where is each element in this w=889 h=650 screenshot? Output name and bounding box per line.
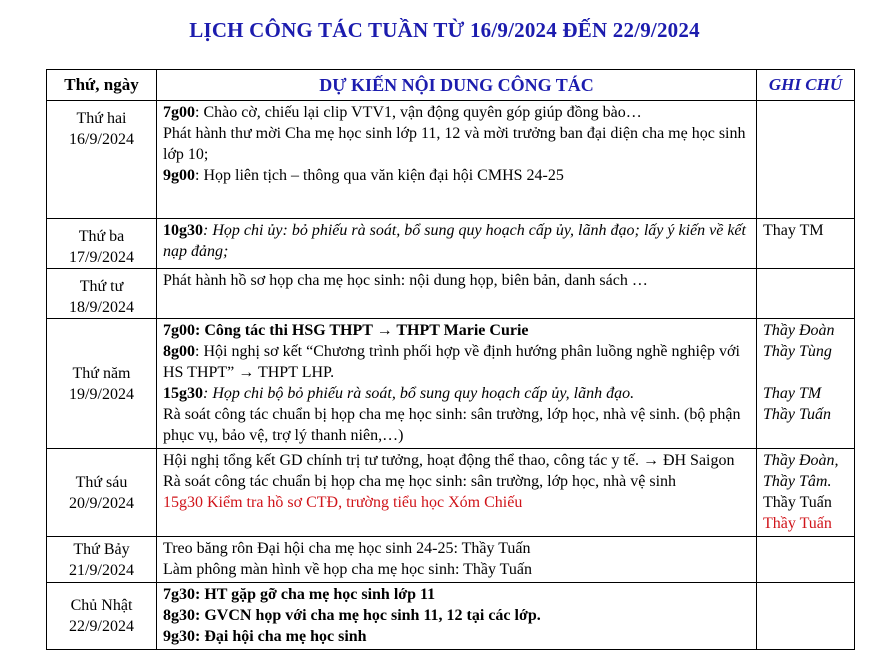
day-name: Chủ Nhật xyxy=(70,597,133,614)
header-day: Thứ, ngày xyxy=(47,70,157,101)
item-time: 7g00 xyxy=(163,322,195,339)
note-text: Thầy Tuấn xyxy=(763,515,832,532)
list-item xyxy=(163,220,751,262)
note-cell xyxy=(757,269,855,319)
day-cell xyxy=(47,319,157,449)
note-text: Thầy Tuấn xyxy=(763,494,832,511)
item-text: 8g30: GVCN họp với cha mẹ học sinh 11, 12 tại các lớp. xyxy=(163,607,541,624)
day-name: Thứ ba xyxy=(78,228,125,245)
day-cell xyxy=(47,219,157,269)
item-text: : Chào cờ, chiếu lại clip VTV1, vận động quyên góp giúp đồng bào… xyxy=(195,104,642,121)
list-item xyxy=(163,450,751,471)
list-item xyxy=(163,471,751,492)
day-cell xyxy=(47,449,157,537)
note-spacer xyxy=(763,362,850,383)
header-row xyxy=(47,70,855,101)
list-item xyxy=(163,383,751,404)
item-text: Hội nghị tổng kết GD chính trị tư tưởng, hoạt động thể thao, công tác y tế. → ĐH Saigon xyxy=(163,452,735,469)
list-item xyxy=(163,559,751,580)
item-time: 7g00 xyxy=(163,104,195,121)
content-cell xyxy=(157,101,757,219)
item-text: 7g30: HT gặp gỡ cha mẹ học sinh lớp 11 xyxy=(163,586,436,603)
note-text: Thầy Tùng xyxy=(763,343,832,360)
item-text: : Họp chi ủy: bỏ phiếu rà soát, bổ sung quy hoạch cấp ủy, lãnh đạo; lấy ý kiến về kết nạp đảng; xyxy=(163,222,746,260)
note-text: Thầy Tuấn xyxy=(763,406,832,423)
list-item xyxy=(163,538,751,559)
list-item xyxy=(163,584,751,605)
header-content: DỰ KIẾN NỘI DUNG CÔNG TÁC xyxy=(157,70,757,101)
list-item xyxy=(163,102,751,123)
day-date: 21/9/2024 xyxy=(69,562,134,579)
note-text: Thay TM xyxy=(763,385,822,402)
day-cell xyxy=(47,269,157,319)
item-text: : Họp liên tịch – thông qua văn kiện đại hội CMHS 24-25 xyxy=(195,167,564,184)
item-text: : Hội nghị sơ kết “Chương trình phối hợp về định hướng phân luồng nghề nghiệp với HS THPT” → THPT LHP. xyxy=(163,343,740,381)
header-note: GHI CHÚ xyxy=(757,70,855,101)
day-name: Thứ tư xyxy=(79,278,124,295)
list-item xyxy=(163,404,751,446)
note-cell xyxy=(757,583,855,650)
day-date: 19/9/2024 xyxy=(69,385,134,403)
item-time: 15g30 xyxy=(163,385,203,402)
item-text: : Công tác thi HSG THPT → THPT Marie Curie xyxy=(195,322,529,339)
day-name: Thứ Bảy xyxy=(73,541,130,558)
day-date: 20/9/2024 xyxy=(69,494,134,512)
content-cell xyxy=(157,219,757,269)
page-title: LỊCH CÔNG TÁC TUẦN TỪ 16/9/2024 ĐẾN 22/9/2024 xyxy=(189,18,700,42)
item-text: Phát hành hồ sơ họp cha mẹ học sinh: nội dung họp, biên bản, danh sách … xyxy=(163,272,648,289)
content-cell xyxy=(157,269,757,319)
content-cell xyxy=(157,319,757,449)
note-text: Thầy Đoàn, xyxy=(763,452,839,469)
list-item xyxy=(163,320,751,341)
item-text: 9g30: Đại hội cha mẹ học sinh xyxy=(163,628,367,645)
day-date: 22/9/2024 xyxy=(69,618,134,635)
day-name: Thứ sáu xyxy=(75,473,128,491)
content-cell xyxy=(157,537,757,583)
day-cell xyxy=(47,537,157,583)
item-text: Rà soát công tác chuẩn bị họp cha mẹ học sinh: sân trường, lớp học, nhà vệ sinh. (bộ phận phục vụ, bảo vệ, trợ lý thanh niên,…) xyxy=(163,406,741,444)
item-time: 8g00 xyxy=(163,343,195,360)
day-date: 16/9/2024 xyxy=(69,131,134,148)
list-item xyxy=(163,270,751,291)
item-text: Phát hành thư mời Cha mẹ học sinh lớp 11, 12 và mời trưởng ban đại diện cha mẹ học sinh lớp 10; xyxy=(163,125,746,163)
list-item xyxy=(163,165,751,186)
day-date: 18/9/2024 xyxy=(69,299,134,316)
table-row xyxy=(47,449,855,537)
note-text: Thầy Đoàn xyxy=(763,322,835,339)
day-name: Thứ năm xyxy=(72,364,131,382)
table-row xyxy=(47,537,855,583)
item-text: Làm phông màn hình về họp cha mẹ học sinh: Thầy Tuấn xyxy=(163,561,532,578)
list-item xyxy=(163,492,751,513)
item-text: Treo băng rôn Đại hội cha mẹ học sinh 24-25: Thầy Tuấn xyxy=(163,540,531,557)
note-text: Thầy Tâm. xyxy=(763,473,832,490)
table-row xyxy=(47,583,855,650)
note-cell xyxy=(757,537,855,583)
item-text: : Họp chi bộ bỏ phiếu rà soát, bổ sung quy hoạch cấp ủy, lãnh đạo. xyxy=(203,385,635,402)
list-item xyxy=(163,605,751,626)
list-item xyxy=(163,341,751,383)
day-cell xyxy=(47,583,157,650)
day-name: Thứ hai xyxy=(76,110,127,127)
table-row xyxy=(47,269,855,319)
table-row xyxy=(47,219,855,269)
item-time: 10g30 xyxy=(163,222,203,239)
note-text: Thay TM xyxy=(763,222,824,239)
day-cell xyxy=(47,101,157,219)
list-item xyxy=(163,626,751,647)
list-item xyxy=(163,123,751,165)
table-row xyxy=(47,319,855,449)
note-cell xyxy=(757,449,855,537)
note-cell xyxy=(757,101,855,219)
item-text: Rà soát công tác chuẩn bị họp cha mẹ học sinh: sân trường, lớp học, nhà vệ sinh xyxy=(163,473,677,490)
note-cell xyxy=(757,219,855,269)
item-text: 15g30 Kiểm tra hồ sơ CTĐ, trường tiểu học Xóm Chiếu xyxy=(163,494,523,511)
day-date: 17/9/2024 xyxy=(69,249,134,266)
content-cell xyxy=(157,583,757,650)
content-cell xyxy=(157,449,757,537)
table-row xyxy=(47,101,855,219)
item-time: 9g00 xyxy=(163,167,195,184)
note-cell xyxy=(757,319,855,449)
schedule-table xyxy=(46,69,855,650)
